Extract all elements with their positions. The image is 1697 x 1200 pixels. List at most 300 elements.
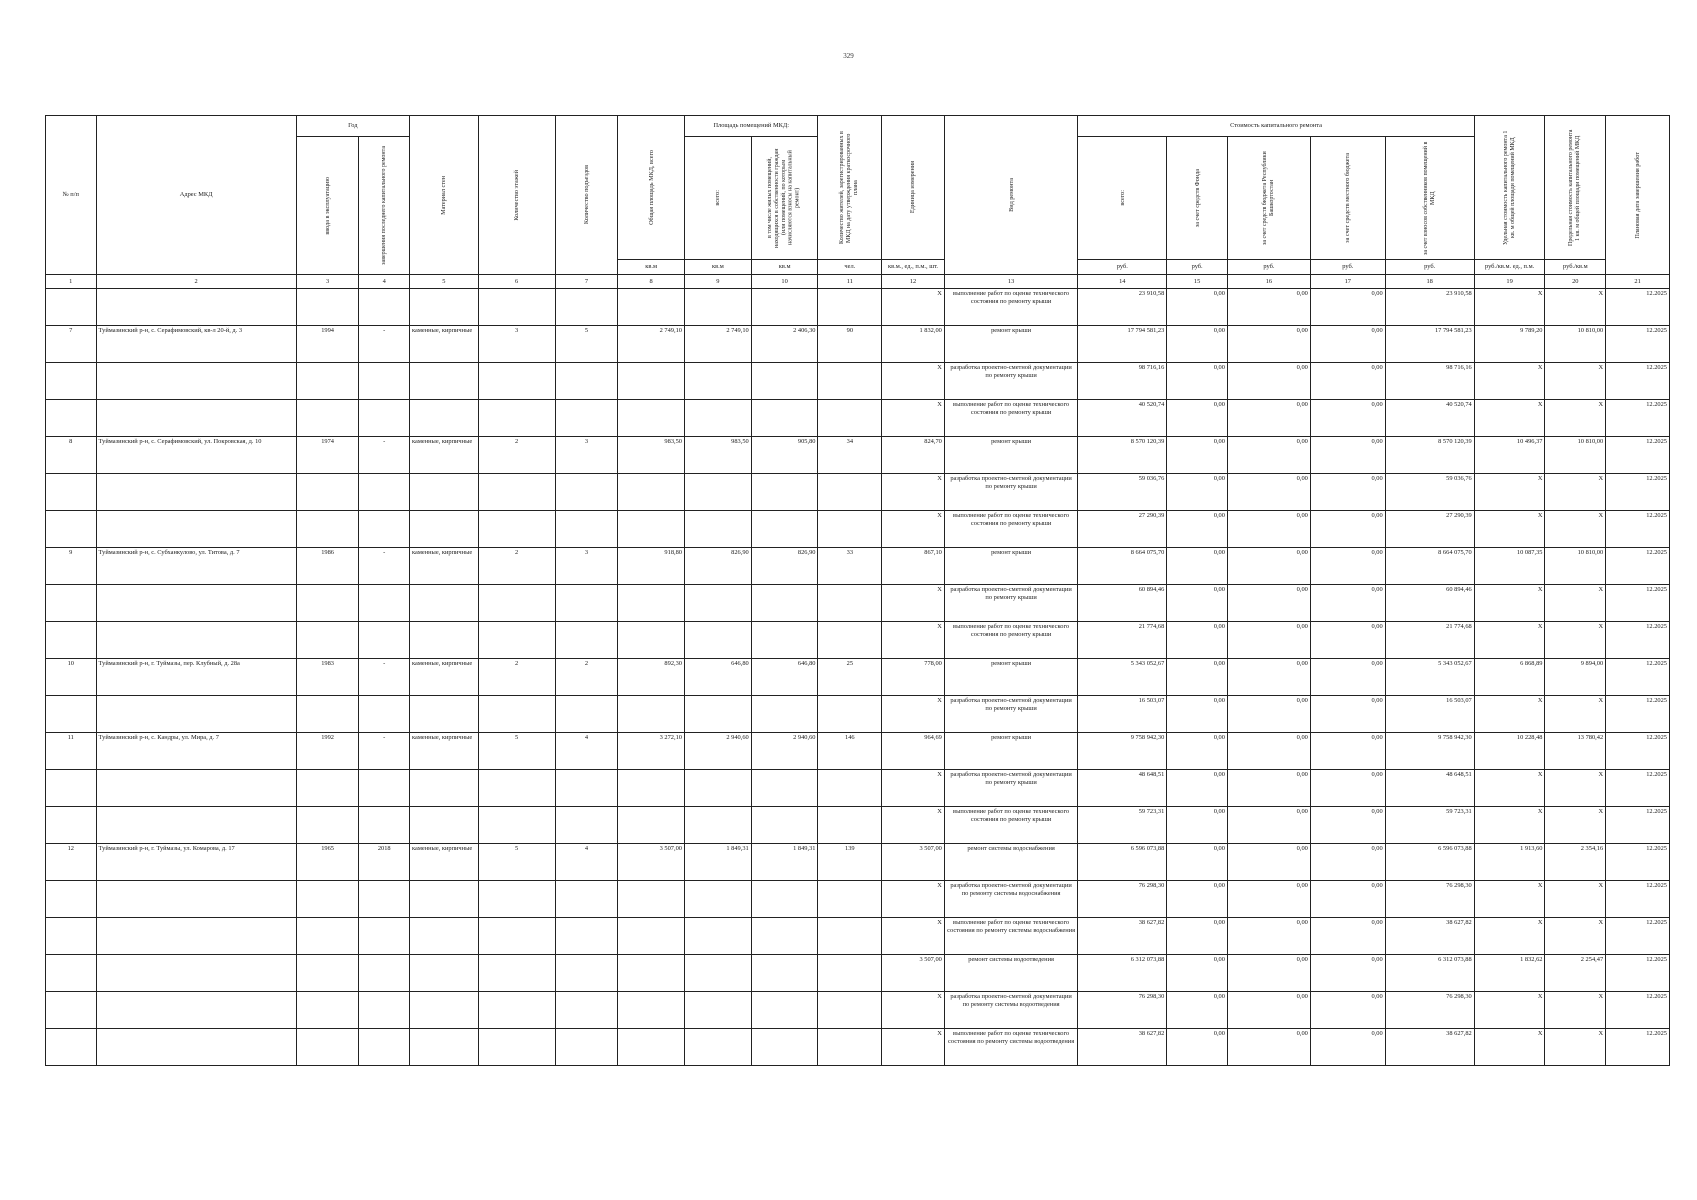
cell-spec: 1 832,62: [1474, 955, 1545, 992]
cell-mat: [409, 1029, 478, 1066]
cell-res: [818, 955, 882, 992]
cell-own: 76 298,30: [1385, 992, 1474, 1029]
cell-spec: 10 228,48: [1474, 733, 1545, 770]
cell-en: 2: [555, 659, 618, 696]
cell-fund: 0,00: [1167, 437, 1228, 474]
cell-y1: [296, 881, 359, 918]
cell-spec: X: [1474, 400, 1545, 437]
cell-pa: [685, 992, 752, 1029]
cell-rep: 0,00: [1227, 659, 1310, 696]
cell-res: 90: [818, 326, 882, 363]
cell-pa: [685, 881, 752, 918]
cell-date: 12.2025: [1606, 659, 1670, 696]
cell-fund: 0,00: [1167, 474, 1228, 511]
cell-max: X: [1545, 622, 1606, 659]
cell-y1: [296, 770, 359, 807]
cell-fund: 0,00: [1167, 585, 1228, 622]
unit-cell: руб.: [1227, 260, 1310, 275]
cell-addr: [96, 696, 296, 733]
cell-spec: X: [1474, 992, 1545, 1029]
cell-unit: X: [882, 400, 945, 437]
cell-pp: [751, 474, 818, 511]
header-floors: Количество этажей: [513, 169, 521, 221]
cell-mat: [409, 918, 478, 955]
cell-loc: 0,00: [1310, 770, 1385, 807]
cell-y2: [359, 770, 410, 807]
cell-total: 76 298,30: [1078, 881, 1167, 918]
cell-spec: X: [1474, 918, 1545, 955]
cell-y1: [296, 585, 359, 622]
cell-max: X: [1545, 918, 1606, 955]
cell-num: [46, 696, 97, 733]
cell-max: 2 254,47: [1545, 955, 1606, 992]
cell-en: [555, 955, 618, 992]
cell-loc: 0,00: [1310, 659, 1385, 696]
cell-date: 12.2025: [1606, 955, 1670, 992]
cell-res: [818, 807, 882, 844]
cell-res: [818, 622, 882, 659]
cell-en: [555, 1029, 618, 1066]
cell-num: [46, 289, 97, 326]
cell-y1: [296, 289, 359, 326]
cell-spec: 10 087,35: [1474, 548, 1545, 585]
col-number: 15: [1167, 275, 1228, 289]
cell-fl: [478, 881, 555, 918]
header-premises-total: всего:: [714, 190, 722, 206]
table-row: [46, 770, 1670, 807]
col-number: 21: [1606, 275, 1670, 289]
cell-fl: [478, 770, 555, 807]
cell-spec: 1 913,60: [1474, 844, 1545, 881]
cell-mat: каменные, кирпичные: [409, 733, 478, 770]
header-premises-group: Площадь помещений МКД:: [685, 116, 818, 137]
cell-fund: 0,00: [1167, 622, 1228, 659]
cell-loc: 0,00: [1310, 511, 1385, 548]
cell-mat: [409, 585, 478, 622]
cell-addr: [96, 363, 296, 400]
cell-addr: [96, 770, 296, 807]
cell-loc: 0,00: [1310, 1029, 1385, 1066]
cell-unit: X: [882, 696, 945, 733]
cell-pa: [685, 918, 752, 955]
page-number: 329: [843, 52, 854, 60]
cell-total: 8 570 120,39: [1078, 437, 1167, 474]
cell-rep: 0,00: [1227, 770, 1310, 807]
cell-own: 40 520,74: [1385, 400, 1474, 437]
cell-pp: 1 849,31: [751, 844, 818, 881]
cell-y2: [359, 289, 410, 326]
cell-total: 59 723,31: [1078, 807, 1167, 844]
cell-own: 38 627,82: [1385, 1029, 1474, 1066]
cell-total: 38 627,82: [1078, 918, 1167, 955]
cell-rep: 0,00: [1227, 437, 1310, 474]
cell-max: X: [1545, 363, 1606, 400]
cell-fl: [478, 807, 555, 844]
header-owners: за счет взносов собственников помещений в МКД: [1422, 141, 1436, 255]
cell-spec: X: [1474, 511, 1545, 548]
cell-max: X: [1545, 400, 1606, 437]
cell-unit: X: [882, 992, 945, 1029]
cell-mat: [409, 511, 478, 548]
header-residents: Количество жителей, зарегистрированных в МКД на дату утверждения краткосрочного плана: [839, 131, 860, 244]
col-number: 18: [1385, 275, 1474, 289]
cell-mat: [409, 474, 478, 511]
cell-max: 10 810,00: [1545, 437, 1606, 474]
cell-loc: 0,00: [1310, 733, 1385, 770]
cell-pa: [685, 474, 752, 511]
header-total-area: Общая площадь МКД, всего: [647, 150, 655, 225]
header-planned-date: Плановая дата завершения работ: [1634, 151, 1641, 239]
col-number: 9: [685, 275, 752, 289]
table-row: [46, 992, 1670, 1029]
cell-own: 60 894,46: [1385, 585, 1474, 622]
cell-work: выполнение работ по оценке технического состояния по ремонту крыши: [944, 622, 1077, 659]
cell-ta: 3 272,10: [618, 733, 685, 770]
table-row: [46, 918, 1670, 955]
cell-spec: X: [1474, 770, 1545, 807]
cell-ta: [618, 400, 685, 437]
col-number: 16: [1227, 275, 1310, 289]
cell-num: 8: [46, 437, 97, 474]
cell-date: 12.2025: [1606, 696, 1670, 733]
cell-own: 59 036,76: [1385, 474, 1474, 511]
cell-num: [46, 585, 97, 622]
cell-unit: X: [882, 881, 945, 918]
cell-y1: [296, 474, 359, 511]
cell-max: 2 354,16: [1545, 844, 1606, 881]
cell-rep: 0,00: [1227, 548, 1310, 585]
cell-pp: 826,90: [751, 548, 818, 585]
cell-y2: [359, 474, 410, 511]
cell-mat: [409, 770, 478, 807]
cell-date: 12.2025: [1606, 585, 1670, 622]
cell-pa: [685, 289, 752, 326]
cell-fund: 0,00: [1167, 1029, 1228, 1066]
unit-cell: руб.: [1167, 260, 1228, 275]
cell-rep: 0,00: [1227, 326, 1310, 363]
cell-fl: 2: [478, 437, 555, 474]
cell-res: [818, 1029, 882, 1066]
cell-total: 6 596 073,88: [1078, 844, 1167, 881]
cell-fl: 5: [478, 844, 555, 881]
cell-total: 40 520,74: [1078, 400, 1167, 437]
cell-pa: [685, 1029, 752, 1066]
cell-loc: 0,00: [1310, 437, 1385, 474]
cell-loc: 0,00: [1310, 918, 1385, 955]
cell-unit: X: [882, 511, 945, 548]
cell-unit: 964,69: [882, 733, 945, 770]
unit-cell: руб./кв.м: [1545, 260, 1606, 275]
header-wall-material: Материал стен: [440, 175, 448, 215]
cell-y1: 1986: [296, 548, 359, 585]
cell-addr: Туймазинский р-н, г. Туймазы, пер. Клубный, д. 28а: [96, 659, 296, 696]
cell-pp: [751, 511, 818, 548]
cell-mat: [409, 363, 478, 400]
cell-pp: [751, 1029, 818, 1066]
cell-own: 76 298,30: [1385, 881, 1474, 918]
col-number: 20: [1545, 275, 1606, 289]
cell-date: 12.2025: [1606, 733, 1670, 770]
cell-res: [818, 918, 882, 955]
cell-total: 21 774,68: [1078, 622, 1167, 659]
cell-en: 4: [555, 844, 618, 881]
cell-fund: 0,00: [1167, 696, 1228, 733]
cell-spec: 9 789,20: [1474, 326, 1545, 363]
table-row: [46, 289, 1670, 326]
cell-pa: 2 940,60: [685, 733, 752, 770]
cell-res: [818, 992, 882, 1029]
cell-own: 98 716,16: [1385, 363, 1474, 400]
cell-ta: [618, 1029, 685, 1066]
col-number: 1: [46, 275, 97, 289]
cell-en: [555, 511, 618, 548]
cell-total: 59 036,76: [1078, 474, 1167, 511]
cell-unit: 824,70: [882, 437, 945, 474]
cell-date: 12.2025: [1606, 511, 1670, 548]
unit-cell: кв.м: [618, 260, 685, 275]
cell-res: [818, 474, 882, 511]
cell-unit: X: [882, 289, 945, 326]
cell-res: 34: [818, 437, 882, 474]
cell-en: 3: [555, 437, 618, 474]
cell-max: X: [1545, 289, 1606, 326]
cell-own: 6 596 073,88: [1385, 844, 1474, 881]
cell-max: X: [1545, 770, 1606, 807]
cell-total: 8 664 075,70: [1078, 548, 1167, 585]
cell-total: 9 758 942,30: [1078, 733, 1167, 770]
cell-date: 12.2025: [1606, 548, 1670, 585]
cell-unit: 1 832,00: [882, 326, 945, 363]
cell-pa: 826,90: [685, 548, 752, 585]
cell-y1: [296, 363, 359, 400]
cell-loc: 0,00: [1310, 585, 1385, 622]
cell-pa: [685, 622, 752, 659]
cell-mat: [409, 400, 478, 437]
cell-fl: 2: [478, 548, 555, 585]
cell-total: 6 312 073,88: [1078, 955, 1167, 992]
cell-own: 38 627,82: [1385, 918, 1474, 955]
cell-work: ремонт крыши: [944, 733, 1077, 770]
header-year-in-service: ввода в эксплуатацию: [324, 176, 332, 235]
cell-total: 48 648,51: [1078, 770, 1167, 807]
unit-cell: руб./кв.м. ед., п.м.: [1474, 260, 1545, 275]
cell-y2: [359, 585, 410, 622]
col-number: 6: [478, 275, 555, 289]
cell-unit: 867,10: [882, 548, 945, 585]
header-unit: Единица измерения: [909, 161, 917, 214]
cell-addr: [96, 918, 296, 955]
cell-en: [555, 363, 618, 400]
col-number: 5: [409, 275, 478, 289]
cell-fund: 0,00: [1167, 770, 1228, 807]
cell-max: X: [1545, 992, 1606, 1029]
cell-fund: 0,00: [1167, 844, 1228, 881]
table-row: [46, 474, 1670, 511]
cell-date: 12.2025: [1606, 918, 1670, 955]
cell-mat: [409, 807, 478, 844]
cell-pp: [751, 289, 818, 326]
cell-rep: 0,00: [1227, 622, 1310, 659]
cell-own: 23 910,58: [1385, 289, 1474, 326]
cell-spec: X: [1474, 585, 1545, 622]
cell-res: [818, 511, 882, 548]
cell-y2: 2018: [359, 844, 410, 881]
table-row: [46, 1029, 1670, 1066]
cell-rep: 0,00: [1227, 844, 1310, 881]
table-row: [46, 696, 1670, 733]
cell-loc: 0,00: [1310, 844, 1385, 881]
cell-y1: 1965: [296, 844, 359, 881]
cell-pa: [685, 696, 752, 733]
cell-mat: каменные, кирпичные: [409, 548, 478, 585]
table-row: [46, 622, 1670, 659]
cell-y2: -: [359, 326, 410, 363]
cell-mat: [409, 622, 478, 659]
cell-total: 16 503,07: [1078, 696, 1167, 733]
cell-y1: [296, 807, 359, 844]
header-num: № п/п: [46, 116, 97, 275]
cell-fund: 0,00: [1167, 733, 1228, 770]
cell-fund: 0,00: [1167, 326, 1228, 363]
cell-spec: X: [1474, 1029, 1545, 1066]
cell-spec: 10 496,37: [1474, 437, 1545, 474]
cell-total: 17 794 581,23: [1078, 326, 1167, 363]
cell-rep: 0,00: [1227, 1029, 1310, 1066]
cell-work: выполнение работ по оценке технического состояния по ремонту крыши: [944, 289, 1077, 326]
cell-fund: 0,00: [1167, 400, 1228, 437]
cell-num: 7: [46, 326, 97, 363]
cell-pa: 1 849,31: [685, 844, 752, 881]
cell-ta: [618, 696, 685, 733]
cell-addr: Туймазинский р-н, с. Кандры, ул. Мира, д. 7: [96, 733, 296, 770]
repair-plan-table-wrapper: [45, 115, 1670, 1066]
cell-mat: [409, 696, 478, 733]
cell-res: [818, 881, 882, 918]
cell-own: 6 312 073,88: [1385, 955, 1474, 992]
cell-en: 5: [555, 326, 618, 363]
col-number: 11: [818, 275, 882, 289]
header-cost-total: всего:: [1118, 190, 1126, 206]
cell-ta: [618, 918, 685, 955]
cell-num: [46, 474, 97, 511]
cell-work: разработка проектно-сметной документации по ремонту крыши: [944, 696, 1077, 733]
table-row: [46, 326, 1670, 363]
cell-work: разработка проектно-сметной документации по ремонту крыши: [944, 363, 1077, 400]
cell-res: 25: [818, 659, 882, 696]
cell-addr: Туймазинский р-н, г. Туймазы, ул. Комарова, д. 17: [96, 844, 296, 881]
cell-own: 8 570 120,39: [1385, 437, 1474, 474]
cell-num: [46, 918, 97, 955]
cell-en: [555, 918, 618, 955]
cell-fl: 3: [478, 326, 555, 363]
cell-max: 10 810,00: [1545, 548, 1606, 585]
cell-pa: [685, 363, 752, 400]
cell-unit: X: [882, 585, 945, 622]
cell-work: выполнение работ по оценке технического состояния по ремонту крыши: [944, 511, 1077, 548]
cell-y2: [359, 918, 410, 955]
cell-y2: [359, 992, 410, 1029]
cell-pp: [751, 400, 818, 437]
cell-loc: 0,00: [1310, 400, 1385, 437]
cell-fund: 0,00: [1167, 955, 1228, 992]
cell-max: X: [1545, 1029, 1606, 1066]
cell-date: 12.2025: [1606, 807, 1670, 844]
cell-pa: [685, 585, 752, 622]
header-fund: за счет средств Фонда: [1193, 168, 1201, 228]
cell-loc: 0,00: [1310, 881, 1385, 918]
cell-y2: [359, 696, 410, 733]
cell-rep: 0,00: [1227, 400, 1310, 437]
table-body: [46, 289, 1670, 1066]
cell-addr: Туймазинский р-н, с. Серафимовский, ул. Покровская, д. 10: [96, 437, 296, 474]
cell-own: 59 723,31: [1385, 807, 1474, 844]
cell-spec: X: [1474, 807, 1545, 844]
cell-loc: 0,00: [1310, 696, 1385, 733]
cell-addr: [96, 585, 296, 622]
cell-loc: 0,00: [1310, 326, 1385, 363]
cell-res: [818, 400, 882, 437]
cell-own: 17 794 581,23: [1385, 326, 1474, 363]
cell-fl: [478, 918, 555, 955]
cell-max: X: [1545, 696, 1606, 733]
unit-cell: чел.: [818, 260, 882, 275]
cell-pa: [685, 400, 752, 437]
cell-fl: [478, 363, 555, 400]
col-number: 10: [751, 275, 818, 289]
cell-ta: 983,50: [618, 437, 685, 474]
cell-y1: 1994: [296, 326, 359, 363]
cell-rep: 0,00: [1227, 918, 1310, 955]
cell-pp: [751, 807, 818, 844]
cell-max: 9 894,00: [1545, 659, 1606, 696]
cell-ta: 918,80: [618, 548, 685, 585]
cell-fund: 0,00: [1167, 659, 1228, 696]
cell-max: X: [1545, 511, 1606, 548]
cell-y2: -: [359, 548, 410, 585]
cell-mat: каменные, кирпичные: [409, 659, 478, 696]
cell-total: 23 910,58: [1078, 289, 1167, 326]
cell-y2: -: [359, 437, 410, 474]
cell-y2: [359, 807, 410, 844]
col-number: 12: [882, 275, 945, 289]
cell-work: выполнение работ по оценке технического состояния по ремонту системы водоотведения: [944, 1029, 1077, 1066]
cell-y1: [296, 955, 359, 992]
cell-en: [555, 474, 618, 511]
cell-ta: [618, 770, 685, 807]
cell-addr: [96, 1029, 296, 1066]
cell-ta: [618, 585, 685, 622]
cell-num: [46, 992, 97, 1029]
col-number: 4: [359, 275, 410, 289]
cell-fund: 0,00: [1167, 992, 1228, 1029]
cell-num: [46, 770, 97, 807]
cell-y2: [359, 622, 410, 659]
cell-spec: X: [1474, 363, 1545, 400]
col-number: 7: [555, 275, 618, 289]
cell-loc: 0,00: [1310, 992, 1385, 1029]
cell-pa: 646,80: [685, 659, 752, 696]
table-row: [46, 511, 1670, 548]
header-year-last-repair: завершения последнего капитального ремонта: [380, 146, 387, 265]
cell-en: [555, 622, 618, 659]
cell-total: 60 894,46: [1078, 585, 1167, 622]
cell-spec: X: [1474, 696, 1545, 733]
cell-en: [555, 992, 618, 1029]
cell-pa: [685, 511, 752, 548]
cell-fl: [478, 622, 555, 659]
cell-num: [46, 1029, 97, 1066]
cell-date: 12.2025: [1606, 992, 1670, 1029]
